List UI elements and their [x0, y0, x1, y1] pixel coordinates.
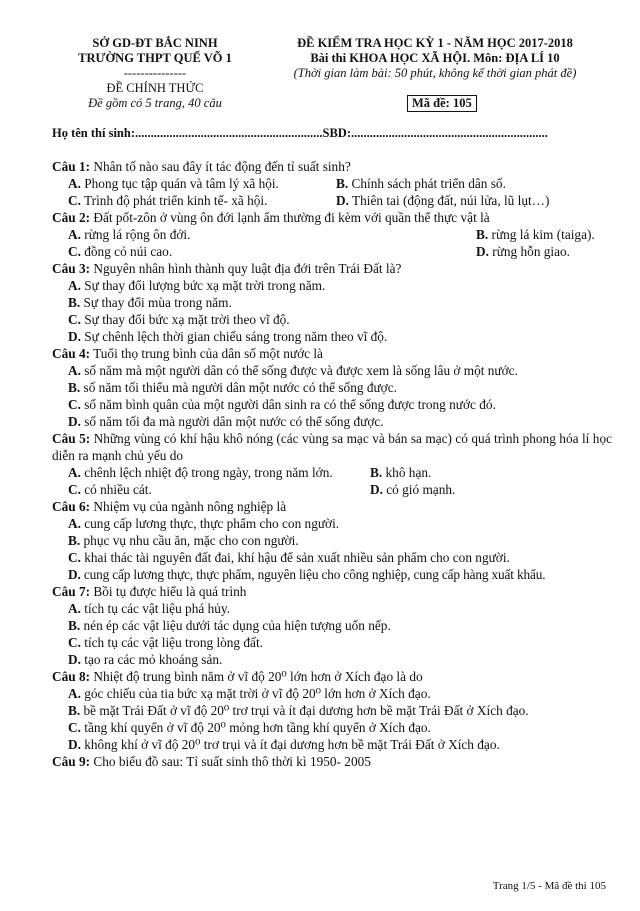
- exam-code-box: Mã đề: 105: [407, 95, 477, 112]
- exam-header: [270, 36, 600, 81]
- school-header: [52, 36, 258, 111]
- question-text: Nhiệm vụ của ngành nông nghiệp là: [90, 499, 287, 514]
- question-number: Câu 1:: [52, 159, 91, 174]
- option-d: D. số năm tối đa mà người dân một nước có thể sống được.: [68, 414, 384, 429]
- option-a: A. tích tụ các vật liệu phá hủy.: [68, 601, 230, 616]
- header-separator: ---------------: [123, 66, 187, 80]
- option-b: B. khô hạn.: [370, 465, 432, 480]
- question-text: Cho biểu đồ sau: Tỉ suất sinh thô thời kì 1950- 2005: [90, 754, 371, 769]
- page-footer: Trang 1/5 - Mã đề thi 105: [492, 880, 606, 892]
- question-number: Câu 5:: [52, 431, 91, 446]
- question-1: [52, 158, 612, 175]
- option-a: A. cung cấp lương thực, thực phẩm cho con người.: [68, 516, 340, 531]
- option-c: C. tích tụ các vật liệu trong lòng đất.: [68, 635, 263, 650]
- student-info-line: Họ tên thí sinh:............................................................SBD:...............................................................: [52, 126, 548, 140]
- question-number: Câu 2:: [52, 210, 91, 225]
- option-a: A. số năm mà một người dân có thể sống được và được xem là sống lâu ở một nước.: [68, 363, 518, 378]
- question-number: Câu 9:: [52, 754, 91, 769]
- option-d: D. rừng hỗn giao.: [476, 244, 571, 259]
- school-name: TRƯỜNG THPT QUẾ VÕ 1: [78, 51, 232, 65]
- question-text: Đất pốt-zôn ở vùng ôn đới lạnh ẩm thường đi kèm với quần thể thực vật là: [90, 210, 490, 225]
- exam-title: ĐỀ KIỂM TRA HỌC KỲ 1 - NĂM HỌC 2017-2018: [297, 36, 573, 50]
- option-b: B. rừng lá kim (taiga).: [476, 227, 595, 242]
- option-c: C. Trình độ phát triển kinh tế- xã hội.: [68, 193, 268, 208]
- question-7: [52, 583, 612, 600]
- question-2: [52, 209, 612, 226]
- option-b: B. Chính sách phát triển dân số.: [336, 176, 506, 191]
- option-b: B. Sự thay đổi mùa trong năm.: [68, 295, 232, 310]
- option-c: C. có nhiều cát.: [68, 482, 152, 497]
- question-text: Nhân tố nào sau đây ít tác động đến tỉ suất sinh?: [90, 159, 351, 174]
- question-text: Tuổi thọ trung bình của dân số một nước là: [90, 346, 323, 361]
- question-text: Nhiệt độ trung bình năm ở vĩ độ 20⁰ lớn hơn ở Xích đạo là do: [90, 669, 423, 684]
- option-b: B. phục vụ nhu cầu ăn, mặc cho con người.: [68, 533, 299, 548]
- question-text: Những vùng có khí hậu khô nóng (các vùng sa mạc và bán sa mạc) có quá trình phong hóa lí học diễn ra mạnh chủ yếu do: [52, 431, 612, 463]
- option-c: C. số năm bình quân của một người dân sinh ra có thể sống được trong nước đó.: [68, 397, 496, 412]
- question-number: Câu 6:: [52, 499, 91, 514]
- question-text: Nguyên nhân hình thành quy luật địa đới trên Trái Đất là?: [90, 261, 402, 276]
- option-a: A. Phong tục tập quán và tâm lý xã hội.: [68, 176, 279, 191]
- options-row: [52, 226, 612, 243]
- option-b: B. số năm tối thiểu mà người dân một nước có thể sống được.: [68, 380, 397, 395]
- question-text: Bồi tụ được hiểu là quá trình: [90, 584, 247, 599]
- option-c: C. khai thác tài nguyên đất đai, khí hậu để sản xuất nhiều sản phẩm cho con người.: [68, 550, 510, 565]
- question-list: [52, 158, 612, 770]
- options-row: [52, 243, 612, 260]
- time-note: (Thời gian làm bài: 50 phút, không kể thời gian phát đề): [293, 66, 577, 80]
- official-label: ĐỀ CHÍNH THỨC: [106, 81, 204, 95]
- question-number: Câu 8:: [52, 669, 91, 684]
- question-3: [52, 260, 612, 277]
- option-c: C. tầng khí quyển ở vĩ độ 20⁰ mỏng hơn tầng khí quyển ở Xích đạo.: [68, 720, 431, 735]
- option-b: B. bề mặt Trái Đất ở vĩ độ 20⁰ trơ trụi và ít đại dương hơn bề mặt Trái Đất ở Xích đạo.: [68, 703, 529, 718]
- question-number: Câu 4:: [52, 346, 91, 361]
- question-5: [52, 430, 612, 464]
- option-b: B. nén ép các vật liệu dưới tác dụng của hiện tượng uốn nếp.: [68, 618, 391, 633]
- question-6: [52, 498, 612, 515]
- option-d: D. không khí ở vĩ độ 20⁰ trơ trụi và ít đại dương hơn bề mặt Trái Đất ở Xích đạo.: [68, 737, 500, 752]
- option-d: D. Thiên tai (động đất, núi lửa, lũ lụt…): [336, 193, 550, 208]
- pages-note: Đề gồm có 5 trang, 40 câu: [88, 96, 222, 110]
- question-9: [52, 753, 612, 770]
- option-d: D. có gió mạnh.: [370, 482, 456, 497]
- option-c: C. đồng cỏ núi cao.: [68, 244, 173, 259]
- question-number: Câu 3:: [52, 261, 91, 276]
- exam-subject: Bài thi KHOA HỌC XÃ HỘI. Môn: ĐỊA LÍ 10: [310, 51, 560, 65]
- question-8: [52, 668, 612, 685]
- option-d: D. cung cấp lương thực, thực phẩm, nguyên liệu cho công nghiệp, cung cấp hàng xuất khẩu.: [68, 567, 546, 582]
- option-a: A. rừng lá rộng ôn đới.: [68, 227, 191, 242]
- options-row: [52, 481, 612, 498]
- options-row: [52, 175, 612, 192]
- option-d: D. Sự chênh lệch thời gian chiếu sáng trong năm theo vĩ độ.: [68, 329, 388, 344]
- question-number: Câu 7:: [52, 584, 91, 599]
- option-c: C. Sự thay đổi bức xạ mặt trời theo vĩ độ.: [68, 312, 290, 327]
- options-row: [52, 192, 612, 209]
- option-d: D. tạo ra các mỏ khoáng sản.: [68, 652, 223, 667]
- option-a: A. Sự thay đổi lượng bức xạ mặt trời trong năm.: [68, 278, 326, 293]
- option-a: A. chênh lệch nhiệt độ trong ngày, trong năm lớn.: [68, 465, 333, 480]
- option-a: A. góc chiếu của tia bức xạ mặt trời ở vĩ độ 20⁰ lớn hơn ở Xích đạo.: [68, 686, 431, 701]
- question-4: [52, 345, 612, 362]
- department-name: SỞ GD-ĐT BẮC NINH: [92, 36, 218, 50]
- options-row: [52, 464, 612, 481]
